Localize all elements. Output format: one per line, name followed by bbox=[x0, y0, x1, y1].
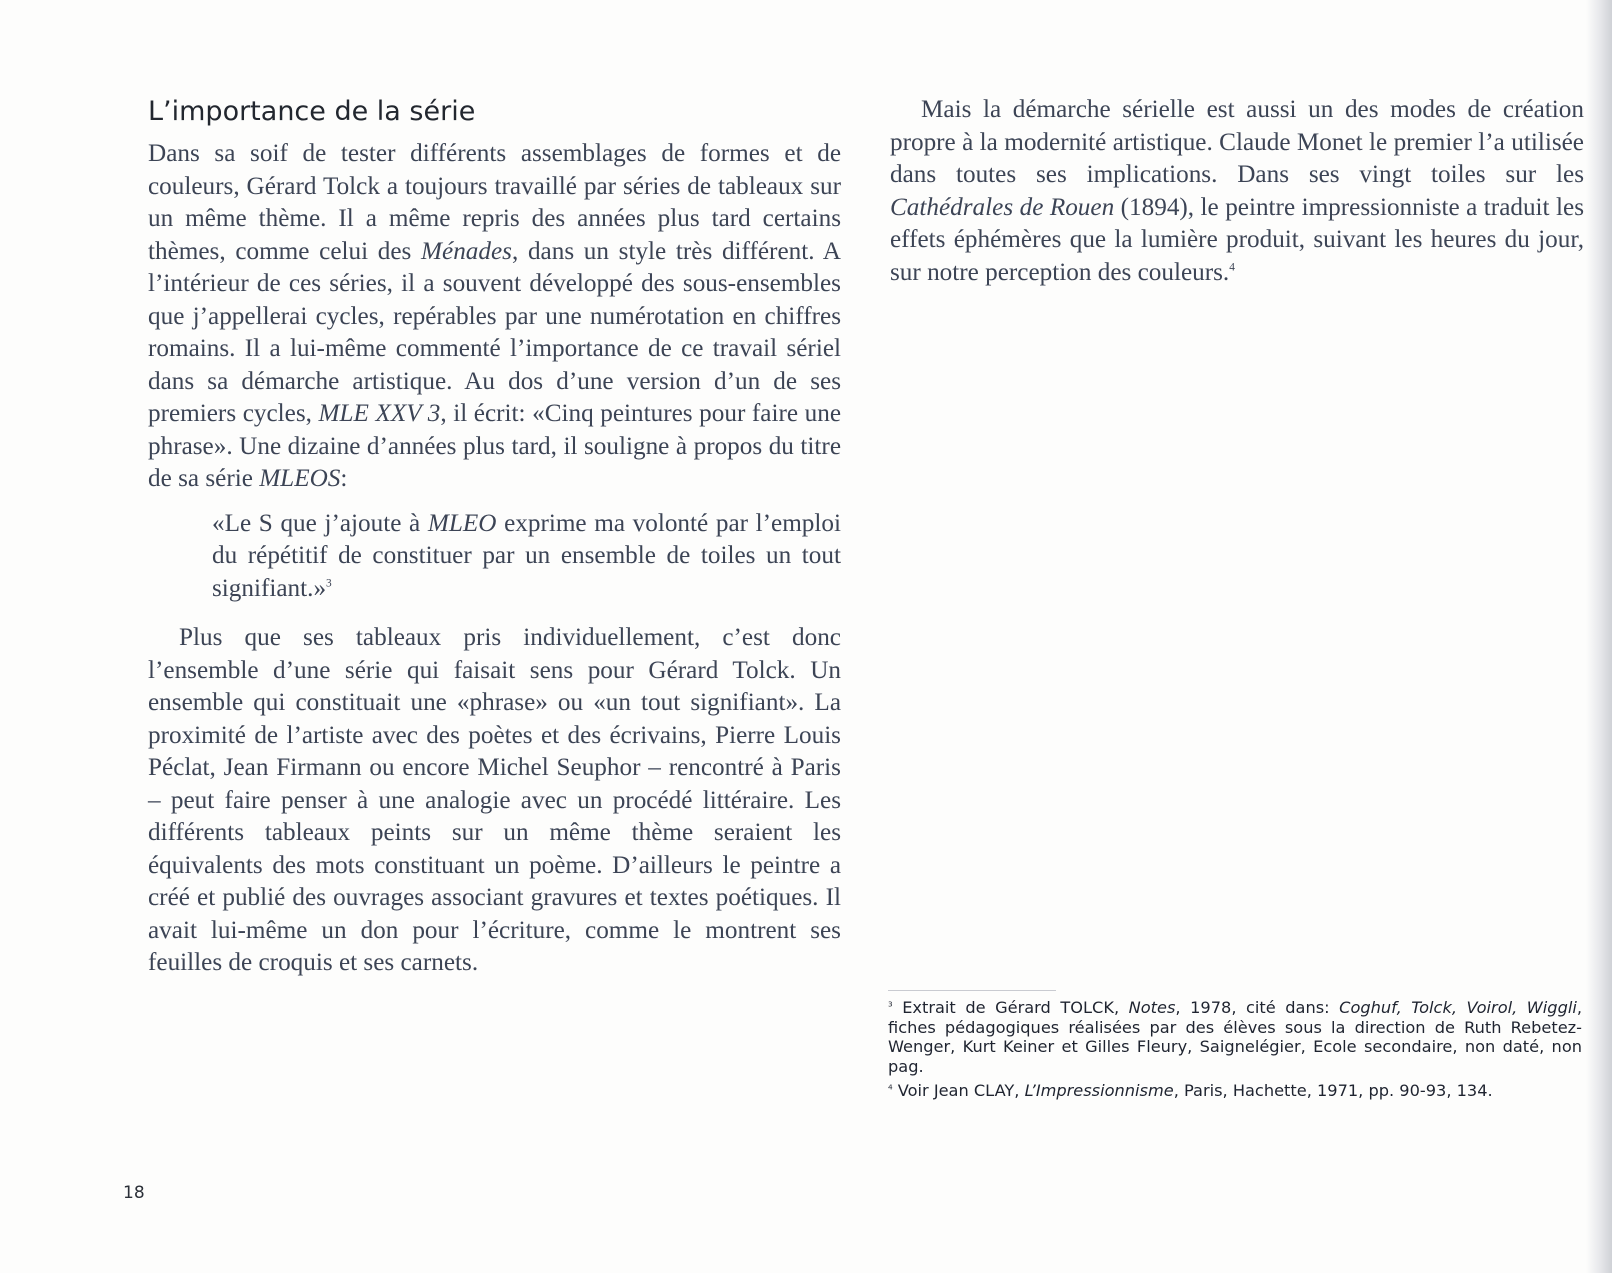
italic-title: Coghuf, Tolck, Voirol, Wiggli bbox=[1339, 998, 1577, 1017]
paragraph-3 bbox=[890, 94, 1584, 289]
section-heading: L’importance de la série bbox=[148, 96, 476, 127]
footnote-3 bbox=[888, 998, 1582, 1076]
footnote-divider bbox=[888, 990, 1056, 991]
paragraph-2: Plus que ses tableaux pris individuellement, c’est donc l’ensemble d’une série qui faisait sens pour Gérard Tolck. Un ensemble qui constituait une «phrase» ou «un tout signifiant». La proximité de l’artiste avec des poètes et des écrivains, Pierre Louis Péclat, Jean Firmann ou encore Michel Seuphor – rencontré à Paris – peut faire penser à une analogie avec un procédé littéraire. Les différents tableaux peints sur un même thème seraient les équivalents des mots constituant un poème. D’ailleurs le peintre a créé et publié des ouvrages associant gravures et textes poétiques. Il avait lui-même un don pour l’écriture, comme le montrent ses feuilles de croquis et ses carnets. bbox=[148, 624, 841, 976]
footnote-ref: 3 bbox=[326, 577, 332, 590]
italic-title: Notes bbox=[1128, 998, 1176, 1017]
text-run: Voir Jean CLAY, bbox=[897, 1081, 1025, 1100]
text-run: (1894), le peintre impressionniste a traduit les effets éphémères que la lumière produit, suivant les heures du jour, sur notre perception des couleurs. bbox=[890, 193, 1584, 286]
paragraph-1 bbox=[148, 138, 841, 496]
footnote-ref: 4 bbox=[1229, 261, 1235, 274]
footnote-number: 3 bbox=[888, 999, 893, 1009]
text-run: Mais la démarche sérielle est aussi un des modes de création propre à la modernité artistique. Claude Monet le premier l’a utilisée dans toutes ses implications. Dans ses vingt toiles sur les bbox=[890, 96, 1584, 188]
italic-title: Ménades bbox=[421, 237, 512, 265]
block-quote bbox=[212, 508, 841, 606]
italic-title: MLEO bbox=[427, 509, 497, 537]
left-column bbox=[148, 94, 841, 980]
text-run: Extrait de Gérard TOLCK, bbox=[902, 998, 1129, 1017]
italic-title: Cathédrales de Rouen bbox=[890, 193, 1115, 221]
footnote-4 bbox=[888, 1081, 1582, 1101]
italic-title: L’Impressionnisme bbox=[1024, 1081, 1174, 1100]
text-run: , il écrit: «Cinq peintures pour faire une phrase». Une dizaine d’années plus tard, il souligne à propos du titre de sa série bbox=[148, 400, 841, 492]
text-run: , dans un style très différent. A l’intérieur de ces séries, il a souvent développé des sous-ensembles que j’appellerai cycles, repérables par une numérotation en chiffres romains. Il a lui-même commenté l’importance de ce travail sériel dans sa démarche artistique. Au dos d’une version d’un de ses premiers cycles, bbox=[148, 237, 841, 427]
text-run: , 1978, cité dans: bbox=[1175, 998, 1340, 1017]
text-run: , Paris, Hachette, 1971, pp. 90-93, 134. bbox=[1173, 1081, 1493, 1100]
right-column bbox=[890, 94, 1584, 289]
italic-title: MLE XXV 3 bbox=[318, 400, 441, 427]
text-run: «Le S que j’ajoute à bbox=[212, 509, 428, 537]
page-edge-shadow bbox=[1586, 0, 1612, 1273]
italic-title: MLEOS bbox=[259, 465, 341, 492]
footnote-number: 4 bbox=[888, 1082, 893, 1092]
text-run: : bbox=[340, 465, 348, 492]
text-run: , fiches pédagogiques réalisées par des élèves sous la direction de Ruth Rebetez-Wenger, Kurt Keiner et Gilles Fleury, Saignelégier, Ecole secondaire, non daté, non pag. bbox=[888, 998, 1583, 1076]
page-number: 18 bbox=[123, 1183, 145, 1203]
text-run: exprime ma volonté par l’emploi du répétitif de constituer par un ensemble de toiles un tout signifiant.» bbox=[212, 509, 841, 602]
text-run: Dans sa soif de tester différents assemblages de formes et de couleurs, Gérard Tolck a toujours travaillé par séries de tableaux sur un même thème. Il a même repris des années plus tard certains thèmes, comme celui des bbox=[148, 140, 841, 265]
footnotes bbox=[888, 990, 1582, 1101]
